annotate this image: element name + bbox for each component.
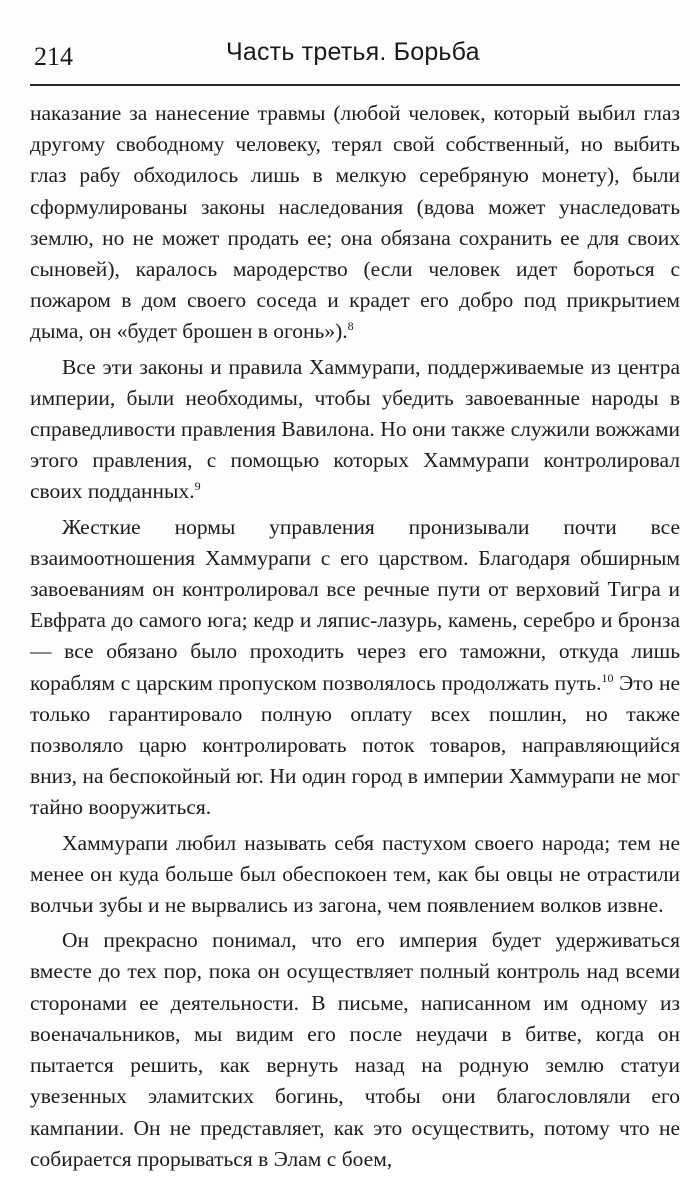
page-number: 214: [34, 42, 73, 71]
paragraph-5-text: Он прекрасно понимал, что его империя будет удерживаться вместе до тех пор, пока он осуществляет полный контроль над всеми сторонами ее деятельности. В письме, написанном им одному из военачальников, мы видим его после неудачи в битве, когда он пытается решить, как вернуть назад на родную землю статуи увезенных эламитских богинь, чтобы они благословляли его кампании. Он не представляет, как это осуществить, потому что не собирается прорываться в Элам с боем,: [30, 928, 680, 1171]
footnote-ref-8: 8: [347, 319, 354, 334]
footnote-ref-10: 10: [601, 670, 614, 685]
paragraph-2: [30, 352, 680, 508]
paragraph-4: [30, 828, 680, 922]
paragraph-1: [30, 98, 680, 348]
paragraph-5: [30, 925, 680, 1175]
body-text: [30, 98, 680, 1179]
paragraph-3: [30, 512, 680, 824]
paragraph-4-text: Хаммурапи любил называть себя пастухом своего народа; тем не менее он куда больше был обеспокоен тем, как бы овцы не отрастили волчьи зубы и не вырвались из загона, чем появлением волков извне.: [30, 830, 680, 918]
paragraph-3-text: Жесткие нормы управления пронизывали почти все взаимоотношения Хаммурапи с его царством. Благодаря обширным завоеваниям он контролировал все речные пути от верховий Тигра и Евфрата до самого юга; кедр и ляпис-лазурь, камень, серебро и бронза — все обязано было проходить через его таможни, откуда лишь кораблям с царским пропуском позволялось продолжать путь.: [30, 514, 680, 695]
paragraph-1-text: наказание за нанесение травмы (любой человек, который выбил глаз другому свободному человеку, терял свой собственный, но выбить глаз рабу обходилось лишь в мелкую серебряную монету), были сформулированы законы наследования (вдова может унаследовать землю, но не может продать ее; она обязана сохранить ее для своих сыновей), каралось мародерство (если человек идет бороться с пожаром в дом своего соседа и крадет его добро под прикрытием дыма, он «будет брошен в огонь»).: [30, 101, 680, 344]
paragraph-3-text-continued: Это не только гарантировало полную оплату всех пошлин, но также позволяло царю контролировать поток товаров, направляющийся вниз, на беспокойный юг. Ни один город в империи Хаммурапи не мог тайно вооружиться.: [30, 670, 680, 820]
running-head: Часть третья. Борьба: [226, 38, 480, 66]
page-header: [34, 38, 680, 82]
header-rule: [30, 84, 680, 86]
paragraph-2-text: Все эти законы и правила Хаммурапи, поддерживаемые из центра империи, были необходимы, чтобы убедить завоеванные народы в справедливости правления Вавилона. Но они также служили вожжами этого правления, с помощью которых Хаммурапи контролировал своих подданных.: [30, 354, 680, 504]
footnote-ref-9: 9: [194, 479, 201, 494]
